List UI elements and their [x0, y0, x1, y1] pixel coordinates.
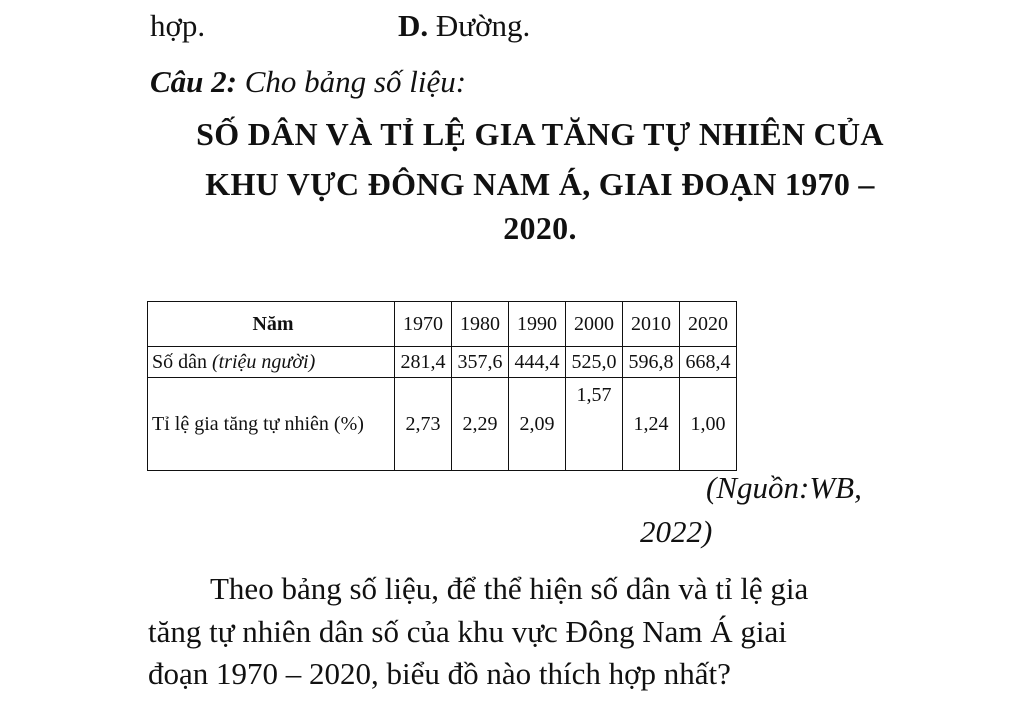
- table-header-row: [148, 302, 737, 347]
- table-title-line-3: 2020.: [503, 210, 577, 246]
- question-text: Cho bảng số liệu:: [237, 64, 467, 99]
- growth-cell: 1,00: [680, 378, 737, 471]
- table-title-line-2: KHU VỰC ĐÔNG NAM Á, GIAI ĐOẠN 1970 –: [205, 166, 875, 202]
- population-cell: 525,0: [566, 347, 623, 378]
- population-cell: 596,8: [623, 347, 680, 378]
- growth-cell: 2,73: [395, 378, 452, 471]
- year-cell: 2010: [623, 302, 680, 347]
- growth-cell: 1,24: [623, 378, 680, 471]
- previous-option-d: [398, 8, 530, 44]
- previous-option-c-tail: hợp.: [150, 8, 206, 43]
- question-label: Câu 2:: [150, 64, 237, 99]
- question-heading: [150, 64, 466, 100]
- header-label: Năm: [148, 302, 395, 347]
- prompt-line-1: Theo bảng số liệu, để thể hiện số dân và tỉ lệ gia: [210, 571, 809, 606]
- year-cell: 1970: [395, 302, 452, 347]
- population-cell: 444,4: [509, 347, 566, 378]
- year-cell: 2020: [680, 302, 737, 347]
- table-row-growth: [148, 378, 737, 471]
- growth-cell: 1,57: [566, 378, 623, 471]
- growth-cell: 2,29: [452, 378, 509, 471]
- population-label: [148, 347, 395, 378]
- growth-label: Tỉ lệ gia tăng tự nhiên (%): [148, 378, 395, 471]
- growth-cell: 2,09: [509, 378, 566, 471]
- table-title-line-1: SỐ DÂN VÀ TỈ LỆ GIA TĂNG TỰ NHIÊN CỦA: [196, 116, 884, 152]
- year-cell: 1990: [509, 302, 566, 347]
- option-d-letter: D.: [398, 8, 429, 43]
- table-row-population: [148, 347, 737, 378]
- population-cell: 357,6: [452, 347, 509, 378]
- year-cell: 2000: [566, 302, 623, 347]
- prompt-line-3: đoạn 1970 – 2020, biểu đồ nào thích hợp nhất?: [148, 656, 731, 691]
- population-cell: 668,4: [680, 347, 737, 378]
- population-cell: 281,4: [395, 347, 452, 378]
- population-label-text: Số dân: [152, 350, 207, 373]
- option-d-text: Đường.: [428, 8, 531, 43]
- source-line-2: 2022): [640, 514, 713, 549]
- data-table: [147, 301, 737, 471]
- prompt-line-2: tăng tự nhiên dân số của khu vực Đông Nam Á giai: [148, 614, 787, 649]
- source-line-1: (Nguồn:WB,: [706, 470, 862, 505]
- population-unit: (triệu người): [207, 350, 316, 373]
- year-cell: 1980: [452, 302, 509, 347]
